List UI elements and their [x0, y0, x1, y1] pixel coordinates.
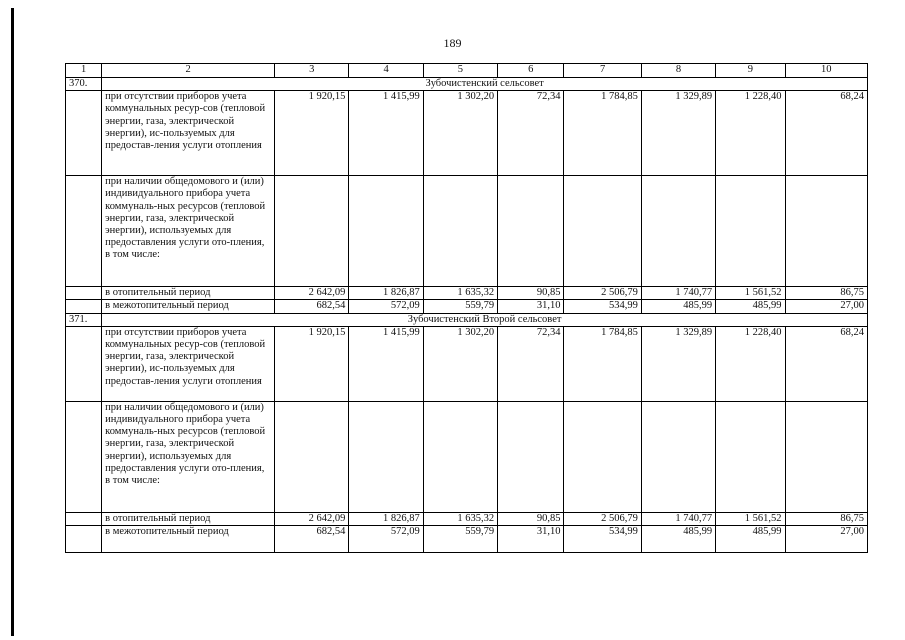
row-label: в межотопительный период — [102, 300, 275, 313]
header-row — [66, 64, 868, 78]
value-cell: 1 329,89 — [641, 326, 715, 401]
value-cell: 1 415,99 — [349, 326, 423, 401]
value-cell: 1 826,87 — [349, 287, 423, 300]
value-cell — [641, 401, 715, 512]
value-cell: 86,75 — [785, 512, 867, 525]
empty-code-cell — [66, 176, 102, 287]
empty-code-cell — [66, 91, 102, 176]
value-cell: 1 561,52 — [716, 512, 785, 525]
value-cell: 682,54 — [275, 300, 349, 313]
value-cell: 2 506,79 — [564, 512, 641, 525]
value-cell: 1 920,15 — [275, 91, 349, 176]
value-cell: 559,79 — [423, 300, 497, 313]
table-row — [66, 287, 868, 300]
table-row — [66, 300, 868, 313]
value-cell: 1 784,85 — [564, 326, 641, 401]
value-cell: 534,99 — [564, 300, 641, 313]
header-cell: 9 — [716, 64, 785, 78]
header-cell: 4 — [349, 64, 423, 78]
value-cell — [785, 401, 867, 512]
value-cell: 1 302,20 — [423, 91, 497, 176]
value-cell: 485,99 — [641, 300, 715, 313]
value-cell — [498, 176, 564, 287]
row-label: при отсутствии приборов учета коммунальных ресур-сов (тепловой энергии, газа, электрической энергии), ис-пользуемых для предостав-ления услуги отопления — [102, 326, 275, 401]
header-cell: 8 — [641, 64, 715, 78]
row-label: в отопительный период — [102, 512, 275, 525]
value-cell: 27,00 — [785, 526, 867, 553]
value-cell: 1 740,77 — [641, 287, 715, 300]
value-cell — [498, 401, 564, 512]
value-cell — [564, 176, 641, 287]
header-cell: 3 — [275, 64, 349, 78]
value-cell: 572,09 — [349, 300, 423, 313]
value-cell — [641, 176, 715, 287]
value-cell: 485,99 — [641, 526, 715, 553]
value-cell: 72,34 — [498, 91, 564, 176]
settlement-code: 370. — [66, 78, 102, 91]
value-cell: 1 228,40 — [716, 326, 785, 401]
empty-code-cell — [66, 326, 102, 401]
settlement-name: Зубочистенский сельсовет — [102, 78, 868, 91]
value-cell: 1 784,85 — [564, 91, 641, 176]
header-cell: 7 — [564, 64, 641, 78]
value-cell: 31,10 — [498, 526, 564, 553]
value-cell: 1 635,32 — [423, 287, 497, 300]
value-cell: 86,75 — [785, 287, 867, 300]
settlement-row — [66, 78, 868, 91]
empty-code-cell — [66, 401, 102, 512]
value-cell: 485,99 — [716, 300, 785, 313]
settlement-code: 371. — [66, 313, 102, 326]
settlement-name: Зубочистенский Второй сельсовет — [102, 313, 868, 326]
value-cell — [716, 401, 785, 512]
value-cell — [564, 401, 641, 512]
empty-code-cell — [66, 512, 102, 525]
value-cell: 31,10 — [498, 300, 564, 313]
value-cell — [716, 176, 785, 287]
value-cell: 27,00 — [785, 300, 867, 313]
value-cell: 559,79 — [423, 526, 497, 553]
header-cell: 1 — [66, 64, 102, 78]
tariff-table — [65, 63, 868, 553]
value-cell — [349, 401, 423, 512]
value-cell: 72,34 — [498, 326, 564, 401]
value-cell: 2 642,09 — [275, 287, 349, 300]
value-cell: 534,99 — [564, 526, 641, 553]
value-cell: 90,85 — [498, 287, 564, 300]
page-number: 189 — [443, 36, 462, 50]
value-cell: 1 635,32 — [423, 512, 497, 525]
header-cell: 2 — [102, 64, 275, 78]
value-cell: 68,24 — [785, 326, 867, 401]
value-cell — [423, 401, 497, 512]
settlement-row — [66, 313, 868, 326]
value-cell — [275, 401, 349, 512]
value-cell: 1 826,87 — [349, 512, 423, 525]
value-cell: 682,54 — [275, 526, 349, 553]
empty-code-cell — [66, 300, 102, 313]
value-cell: 1 329,89 — [641, 91, 715, 176]
table-row — [66, 401, 868, 512]
value-cell: 68,24 — [785, 91, 867, 176]
header-cell: 5 — [423, 64, 497, 78]
value-cell: 1 228,40 — [716, 91, 785, 176]
table-row — [66, 176, 868, 287]
value-cell — [349, 176, 423, 287]
empty-code-cell — [66, 287, 102, 300]
table-row — [66, 526, 868, 553]
value-cell — [275, 176, 349, 287]
value-cell: 1 920,15 — [275, 326, 349, 401]
row-label: при наличии общедомового и (или) индивидуального прибора учета коммуналь-ных ресурсов (тепловой энергии, газа, электрической энергии), используемых для предоставления услуги ото-пления, в том числе: — [102, 176, 275, 287]
header-cell: 6 — [498, 64, 564, 78]
value-cell: 1 561,52 — [716, 287, 785, 300]
table-row — [66, 326, 868, 401]
value-cell: 90,85 — [498, 512, 564, 525]
value-cell — [785, 176, 867, 287]
value-cell: 572,09 — [349, 526, 423, 553]
table-row — [66, 512, 868, 525]
row-label: при наличии общедомового и (или) индивидуального прибора учета коммуналь-ных ресурсов (тепловой энергии, газа, электрической энергии), используемых для предоставления услуги ото-пления, в том числе: — [102, 401, 275, 512]
value-cell: 2 642,09 — [275, 512, 349, 525]
header-cell: 10 — [785, 64, 867, 78]
value-cell: 1 302,20 — [423, 326, 497, 401]
value-cell — [423, 176, 497, 287]
value-cell: 1 415,99 — [349, 91, 423, 176]
row-label: при отсутствии приборов учета коммунальных ресур-сов (тепловой энергии, газа, электрической энергии), ис-пользуемых для предостав-ления услуги отопления — [102, 91, 275, 176]
scan-left-edge — [11, 8, 14, 636]
value-cell: 485,99 — [716, 526, 785, 553]
value-cell: 2 506,79 — [564, 287, 641, 300]
row-label: в отопительный период — [102, 287, 275, 300]
empty-code-cell — [66, 526, 102, 553]
table-row — [66, 91, 868, 176]
row-label: в межотопительный период — [102, 526, 275, 553]
value-cell: 1 740,77 — [641, 512, 715, 525]
